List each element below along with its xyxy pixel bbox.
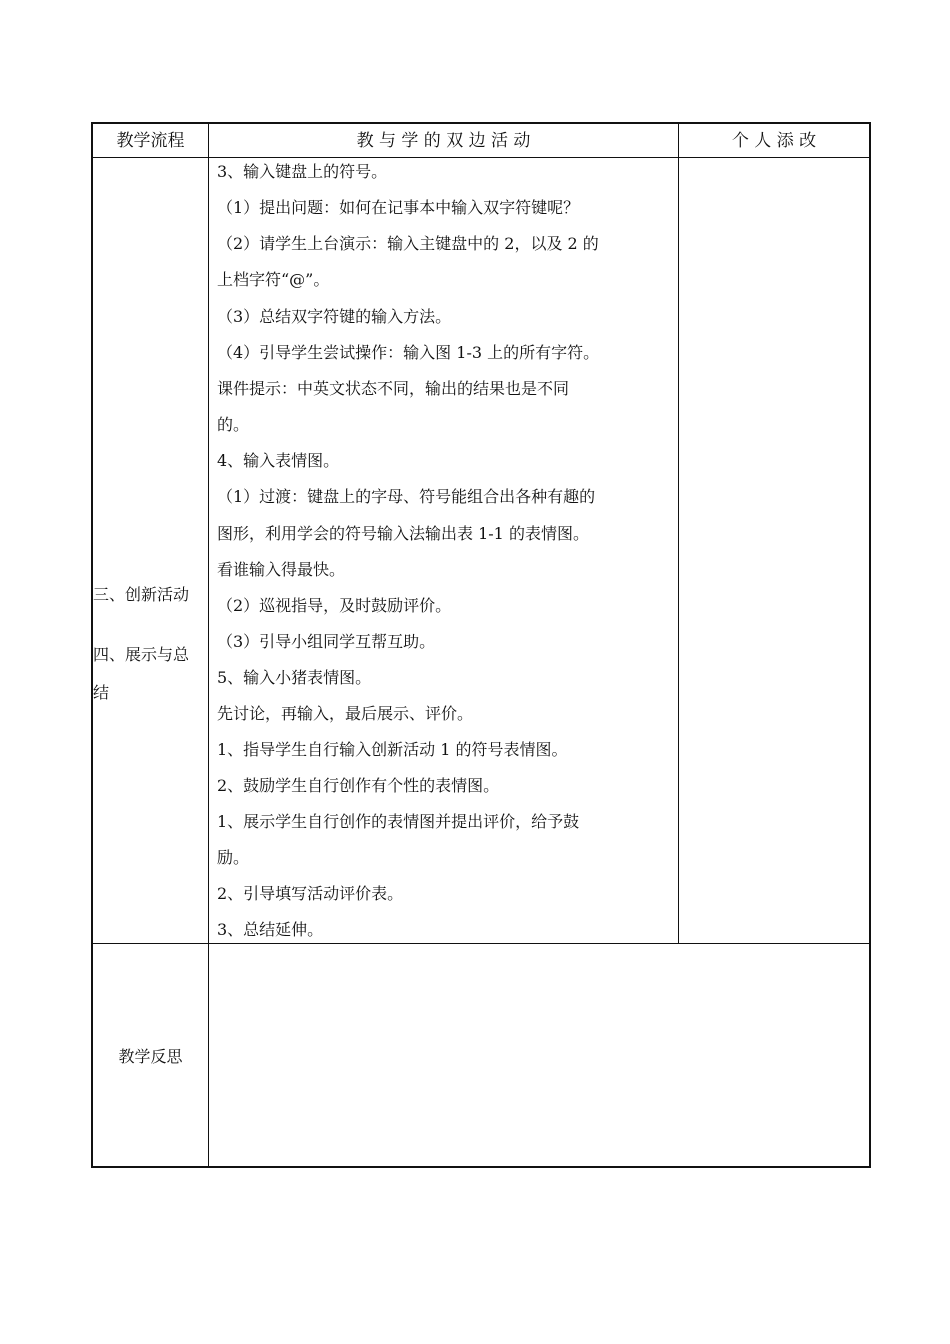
content-line: （1）提出问题：如何在记事本中输入双字符键呢？ (217, 198, 580, 217)
lesson-plan-table (91, 122, 871, 1168)
column-divider-2 (678, 124, 679, 943)
column-divider-1 (208, 124, 209, 1166)
content-line: （1）过渡：键盘上的字母、符号能组合出各种有趣的 (217, 487, 596, 506)
content-line: 图形，利用学会的符号输入法输出表 1-1 的表情图。 (217, 524, 589, 543)
content-line: 课件提示：中英文状态不同，输出的结果也是不同 (217, 379, 570, 398)
row-divider (93, 943, 869, 944)
content-line: （4）引导学生尝试操作：输入图 1-3 上的所有字符。 (217, 343, 600, 362)
content-line: 1、展示学生自行创作的表情图并提出评价，给予鼓 (217, 812, 580, 831)
content-line: （2）请学生上台演示：输入主键盘中的 2，以及 2 的 (217, 234, 599, 253)
content-line: 1、指导学生自行输入创新活动 1 的符号表情图。 (217, 740, 568, 759)
header-personal-edits: 个 人 添 改 (731, 131, 817, 151)
content-line: 励。 (217, 848, 250, 867)
content-line: （3）总结双字符键的输入方法。 (217, 307, 452, 326)
stage-showcase: 四、展示与总 (93, 645, 190, 664)
content-line: 4、输入表情图。 (217, 451, 340, 470)
content-line: 的。 (217, 415, 250, 434)
header-activities: 教 与 学 的 双 边 活 动 (356, 131, 531, 151)
content-line: 先讨论，再输入，最后展示、评价。 (217, 704, 474, 723)
stage-innovation: 三、创新活动 (93, 585, 190, 604)
content-line: 5、输入小猪表情图。 (217, 668, 372, 687)
header-process: 教学流程 (116, 131, 185, 151)
content-line: 3、输入键盘上的符号。 (217, 162, 388, 181)
reflection-label: 教学反思 (118, 1047, 183, 1066)
content-line: 3、总结延伸。 (217, 920, 324, 939)
stage-showcase-cont: 结 (93, 683, 110, 702)
content-line: （2）巡视指导，及时鼓励评价。 (217, 596, 452, 615)
content-line: 2、鼓励学生自行创作有个性的表情图。 (217, 776, 500, 795)
content-line: 2、引导填写活动评价表。 (217, 884, 404, 903)
content-line: 看谁输入得最快。 (217, 560, 346, 579)
content-line: （3）引导小组同学互帮互助。 (217, 632, 436, 651)
content-line: 上档字符“@”。 (217, 270, 330, 289)
